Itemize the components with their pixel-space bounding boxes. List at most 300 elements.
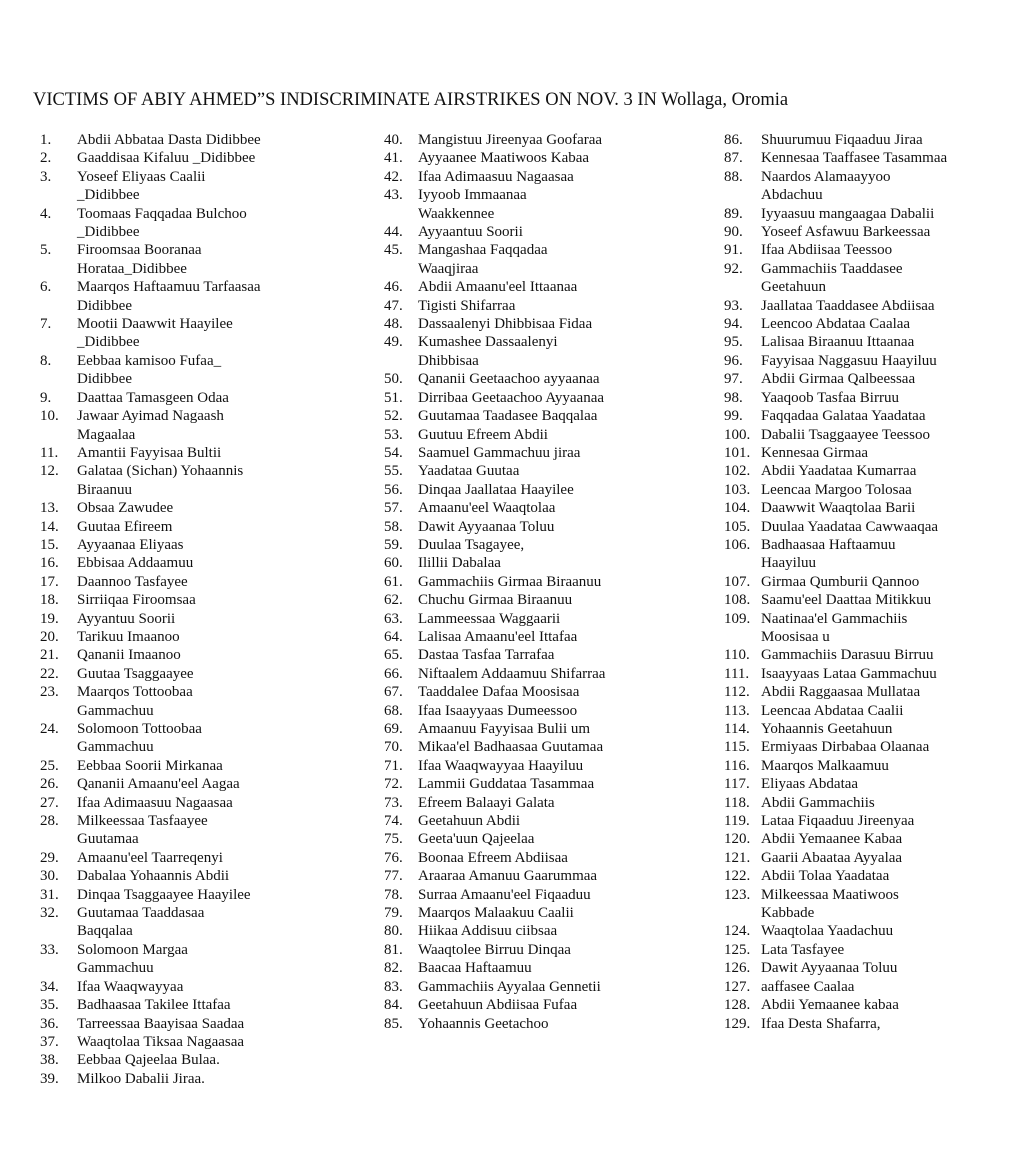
victim-name: Ilillii Dabalaa — [418, 555, 501, 572]
victim-name: Abdii Yemaanee kabaa — [761, 997, 899, 1014]
victim-name: Chuchu Girmaa Biraanuu — [418, 592, 573, 609]
list-item-number: 101. — [724, 444, 751, 461]
list-item — [40, 1070, 360, 1088]
list-item — [384, 886, 714, 904]
list-item — [40, 978, 360, 996]
list-item-number: 22. — [40, 665, 59, 682]
victim-name: Kumashee Dassaalenyi Dhibbisaa — [418, 334, 558, 369]
list-item-number: 53. — [384, 426, 403, 443]
victim-name: Yaadataa Guutaa — [418, 463, 520, 480]
list-item — [384, 462, 714, 480]
victim-name: Ayyaantuu Soorii — [418, 224, 523, 241]
victim-name: Baacaa Haftaamuu — [418, 960, 532, 977]
list-item-number: 2. — [40, 150, 52, 167]
list-item-number: 23. — [40, 684, 59, 701]
victim-name: Guutuu Efreem Abdii — [418, 426, 548, 443]
victim-name: Yaaqoob Tasfaa Birruu — [761, 389, 899, 406]
list-item-number: 44. — [384, 224, 403, 241]
victim-name: Girmaa Qumburii Qannoo — [761, 573, 920, 590]
victim-name: Yohaannis Geetachoo — [418, 1015, 549, 1032]
victim-name: Sirriiqaa Firoomsaa — [77, 592, 196, 609]
list-item-number: 123. — [724, 886, 751, 903]
list-item — [384, 554, 714, 572]
victim-name: Solomoon Tottoobaa Gammachuu — [77, 721, 202, 756]
list-item — [40, 996, 360, 1014]
list-item-number: 41. — [384, 150, 403, 167]
victim-name: Leencoo Abdataa Caalaa — [761, 316, 911, 333]
list-item-number: 79. — [384, 905, 403, 922]
list-item-number: 28. — [40, 813, 59, 830]
list-item-number: 58. — [384, 518, 403, 535]
list-item — [724, 867, 1024, 885]
victim-name: Ermiyaas Dirbabaa Olaanaa — [761, 739, 930, 756]
victim-name: Kennesaa Taaffasee Tasammaa — [761, 150, 948, 167]
list-item-number: 15. — [40, 536, 59, 553]
victim-name: Taaddalee Dafaa Moosisaa — [418, 684, 580, 701]
list-item — [384, 720, 714, 738]
victim-name: Lammeessaa Waggaarii — [418, 610, 561, 627]
list-item — [384, 1015, 714, 1033]
list-item — [40, 591, 360, 609]
victim-name: Saamu'eel Daattaa Mitikkuu — [761, 592, 932, 609]
list-item — [724, 389, 1024, 407]
list-item-number: 108. — [724, 592, 751, 609]
list-item-number: 63. — [384, 610, 403, 627]
list-item — [384, 959, 714, 977]
list-item — [384, 591, 714, 609]
list-item — [384, 665, 714, 683]
victim-name: Naardos Alamaayyoo Abdachuu — [761, 168, 891, 204]
list-item-number: 50. — [384, 371, 403, 388]
victim-name: Milkoo Dabalii Jiraa. — [77, 1070, 205, 1087]
list-item — [40, 628, 360, 646]
list-item — [724, 444, 1024, 462]
victim-name: Lataa Fiqaaduu Jireenyaa — [761, 813, 915, 830]
list-item — [40, 665, 360, 683]
list-item-number: 39. — [40, 1070, 59, 1087]
list-item-number: 85. — [384, 1015, 403, 1032]
list-item — [384, 996, 714, 1014]
list-item-number: 104. — [724, 500, 751, 517]
list-item-number: 43. — [384, 187, 403, 204]
list-item-number: 120. — [724, 831, 751, 848]
victim-name: Geetahuun Abdiisaa Fufaa — [418, 997, 578, 1014]
victim-name: Waaqtolaa Tiksaa Nagaasaa — [77, 1033, 245, 1050]
list-item-number: 46. — [384, 279, 403, 296]
list-item-number: 96. — [724, 352, 743, 369]
list-item — [724, 720, 1024, 738]
list-item-number: 102. — [724, 463, 751, 480]
list-item — [40, 812, 360, 849]
victim-name: Jaallataa Taaddasee Abdiisaa — [761, 297, 935, 314]
list-item — [724, 1015, 1024, 1033]
list-item-number: 75. — [384, 831, 403, 848]
list-item-number: 33. — [40, 941, 59, 958]
list-item — [724, 738, 1024, 756]
list-item-number: 47. — [384, 297, 403, 314]
victim-name: Waaqtolaa Yaadachuu — [761, 923, 894, 940]
victim-name: Lalisaa Amaanu'eel Ittafaa — [418, 628, 578, 645]
list-item — [40, 1015, 360, 1033]
victim-name: Abdii Amaanu'eel Ittaanaa — [418, 279, 578, 296]
list-item — [724, 426, 1024, 444]
list-item-number: 81. — [384, 941, 403, 958]
victim-name: Maarqos Malaakuu Caalii — [418, 905, 574, 922]
list-item — [724, 665, 1024, 683]
list-item — [724, 149, 1024, 167]
victim-name: Hiikaa Addisuu ciibsaa — [418, 923, 558, 940]
list-item — [40, 610, 360, 628]
list-item — [724, 168, 1024, 205]
list-item — [384, 628, 714, 646]
victim-name: Abdii Yaadataa Kumarraa — [761, 463, 917, 480]
list-item-number: 7. — [40, 316, 52, 333]
list-item-number: 3. — [40, 168, 52, 185]
victim-name: Ayyantuu Soorii — [77, 610, 176, 627]
list-item-number: 54. — [384, 444, 403, 461]
list-item — [724, 297, 1024, 315]
list-item-number: 67. — [384, 684, 403, 701]
victim-name: Obsaa Zawudee — [77, 500, 174, 517]
victim-name: Gammachiis Girmaa Biraanuu — [418, 573, 602, 590]
victim-name: Yoseef Asfawuu Barkeessaa — [761, 224, 931, 241]
list-item-number: 118. — [724, 794, 750, 811]
list-item — [384, 812, 714, 830]
list-item — [724, 315, 1024, 333]
list-item-number: 87. — [724, 150, 743, 167]
list-item — [384, 757, 714, 775]
victim-name: Guutamaa Taadasee Baqqalaa — [418, 408, 598, 425]
victim-name: Amaanu'eel Waaqtolaa — [418, 500, 556, 517]
list-item — [384, 297, 714, 315]
list-item — [384, 168, 714, 186]
victim-name: Guutaa Tsaggaayee — [77, 665, 194, 682]
victim-name: Iyyoob Immaanaa Waakkennee — [418, 187, 527, 222]
list-item-number: 16. — [40, 555, 59, 572]
list-item — [384, 536, 714, 554]
list-item — [40, 407, 360, 444]
victim-name: Saamuel Gammachuu jiraa — [418, 444, 581, 461]
list-item-number: 27. — [40, 794, 59, 811]
list-item — [40, 1051, 360, 1069]
list-item — [724, 775, 1024, 793]
list-item — [40, 149, 360, 167]
list-item — [40, 499, 360, 517]
list-item-number: 4. — [40, 205, 52, 222]
victim-name: Mangashaa Faqqadaa Waaqjiraa — [418, 242, 548, 277]
list-item-number: 57. — [384, 500, 403, 517]
list-item-number: 121. — [724, 849, 751, 866]
victim-name: Dawit Ayyaanaa Toluu — [418, 518, 555, 535]
list-item — [724, 518, 1024, 536]
list-item — [724, 223, 1024, 241]
list-item — [384, 223, 714, 241]
victim-name: Guutaa Efireem — [77, 518, 173, 535]
list-item — [724, 260, 1024, 297]
list-item-number: 45. — [384, 242, 403, 259]
victim-name: Ayyaanaa Eliyaas — [77, 536, 184, 553]
list-item-number: 82. — [384, 960, 403, 977]
list-item — [40, 444, 360, 462]
list-item-number: 32. — [40, 905, 59, 922]
list-item — [724, 131, 1024, 149]
list-item — [40, 315, 360, 352]
list-item — [724, 462, 1024, 480]
victim-name: Abdii Abbataa Dasta Didibbee — [77, 132, 261, 148]
list-item — [40, 1033, 360, 1051]
list-item-number: 29. — [40, 849, 59, 866]
list-item — [384, 683, 714, 701]
victim-name: Milkeessaa Tasfaayee Guutamaa — [77, 813, 208, 848]
list-item-number: 89. — [724, 205, 743, 222]
list-item-number: 66. — [384, 665, 403, 682]
list-item — [724, 370, 1024, 388]
list-item — [384, 241, 714, 278]
victim-name: Ifaa Adimaasuu Nagaasaa — [418, 168, 574, 185]
list-item — [724, 978, 1024, 996]
victim-name: Mangistuu Jireenyaa Goofaraa — [418, 132, 603, 148]
victim-name: Mikaa'el Badhaasaa Guutamaa — [418, 739, 604, 756]
list-item-number: 97. — [724, 371, 743, 388]
list-item-number: 76. — [384, 849, 403, 866]
list-item-number: 80. — [384, 923, 403, 940]
list-item — [384, 775, 714, 793]
victim-name: Eebbaa kamisoo Fufaa_ Didibbee — [77, 352, 222, 388]
list-item-number: 55. — [384, 463, 403, 480]
victim-name: Abdii Yemaanee Kabaa — [761, 831, 903, 848]
victim-name: aaffasee Caalaa — [761, 978, 855, 995]
list-item-number: 31. — [40, 886, 59, 903]
list-item — [40, 867, 360, 885]
victim-name: Tarikuu Imaanoo — [77, 628, 180, 645]
victim-name: Milkeessaa Maatiwoos Kabbade — [761, 886, 899, 922]
list-item — [384, 389, 714, 407]
list-item-number: 106. — [724, 536, 751, 553]
list-item-number: 34. — [40, 978, 59, 995]
list-item-number: 26. — [40, 776, 59, 793]
list-item — [724, 794, 1024, 812]
list-item-number: 119. — [724, 813, 750, 830]
list-item — [724, 407, 1024, 425]
list-item-number: 111. — [724, 665, 750, 682]
victim-name: Ifaa Abdiisaa Teessoo — [761, 242, 893, 259]
victim-name: Amantii Fayyisaa Bultii — [77, 444, 222, 461]
list-item — [40, 757, 360, 775]
victim-name: Jawaar Ayimad Nagaash Magaalaa — [77, 408, 224, 443]
victim-name: Geetahuun Abdii — [418, 813, 521, 830]
victim-name: Ifaa Isaayyaas Dumeessoo — [418, 702, 578, 719]
list-item-number: 72. — [384, 776, 403, 793]
victim-name: Maarqos Malkaamuu — [761, 757, 889, 774]
list-item — [40, 683, 360, 720]
victim-name: Duulaa Tsagayee, — [418, 536, 525, 553]
victim-name: Ifaa Desta Shafarra, — [761, 1015, 881, 1032]
victim-name: Galataa (Sichan) Yohaannis Biraanuu — [77, 463, 244, 498]
victim-name: Eebbaa Qajeelaa Bulaa. — [77, 1052, 220, 1069]
list-item-number: 112. — [724, 684, 750, 701]
list-item-number: 48. — [384, 316, 403, 333]
list-item — [384, 499, 714, 517]
victim-name: Firoomsaa Booranaa Horataa_Didibbee — [77, 242, 202, 277]
victim-name: Abdii Raggaasaa Mullataa — [761, 684, 921, 701]
list-item — [724, 757, 1024, 775]
list-item-number: 74. — [384, 813, 403, 830]
list-item-number: 17. — [40, 573, 59, 590]
list-item-number: 21. — [40, 647, 59, 664]
victim-name: Solomoon Margaa Gammachuu — [77, 941, 188, 977]
list-item-number: 36. — [40, 1015, 59, 1032]
list-item-number: 92. — [724, 260, 743, 277]
document-title: VICTIMS OF ABIY AHMED”S INDISCRIMINATE AIRSTRIKES ON NOV. 3 IN Wollaga, Oromia — [33, 90, 789, 110]
list-item-number: 51. — [384, 389, 403, 406]
victim-name: Ayyaanee Maatiwoos Kabaa — [418, 150, 590, 167]
list-item — [40, 536, 360, 554]
list-item-number: 1. — [40, 132, 52, 148]
list-item — [724, 886, 1024, 923]
list-item — [40, 389, 360, 407]
list-item-number: 124. — [724, 923, 751, 940]
list-item-number: 62. — [384, 592, 403, 609]
victim-name: Dassaalenyi Dhibbisaa Fidaa — [418, 316, 593, 333]
list-item — [724, 830, 1024, 848]
victim-name: Maarqos Haftaamuu Tarfaasaa Didibbee — [77, 279, 261, 314]
list-item-number: 113. — [724, 702, 750, 719]
victim-name: Faqqadaa Galataa Yaadataa — [761, 408, 926, 425]
victim-name: Lata Tasfayee — [761, 941, 845, 958]
list-item — [724, 996, 1024, 1014]
victim-name: Guutamaa Taaddasaa Baqqalaa — [77, 905, 205, 940]
list-item-number: 128. — [724, 997, 751, 1014]
list-item-number: 25. — [40, 757, 59, 774]
victim-name: Dinqaa Jaallataa Haayilee — [418, 481, 574, 498]
list-item — [724, 499, 1024, 517]
victim-name: Gaarii Abaataa Ayyalaa — [761, 849, 903, 866]
victim-name: Dabalii Tsaggaayee Teessoo — [761, 426, 930, 443]
list-item — [40, 775, 360, 793]
victim-name: Ifaa Adimaasuu Nagaasaa — [77, 794, 233, 811]
victim-name: Iyyaasuu mangaagaa Dabalii — [761, 205, 935, 222]
list-item-number: 56. — [384, 481, 403, 498]
list-item — [384, 131, 714, 149]
list-item-number: 71. — [384, 757, 403, 774]
list-item — [40, 205, 360, 242]
victim-name: Eliyaas Abdataa — [761, 776, 859, 793]
victim-name: Dinqaa Tsaggaayee Haayilee — [77, 886, 251, 903]
list-item-number: 14. — [40, 518, 59, 535]
list-item-number: 98. — [724, 389, 743, 406]
victim-name: Dastaa Tasfaa Tarrafaa — [418, 647, 555, 664]
list-item-number: 73. — [384, 794, 403, 811]
victim-name: Naatinaa'el Gammachiis Moosisaa u — [761, 610, 908, 645]
victim-name: Gammachiis Ayyalaa Gennetii — [418, 978, 601, 995]
victim-name: Shuurumuu Fiqaaduu Jiraa — [761, 132, 923, 148]
victim-name: Badhaasaa Takilee Ittafaa — [77, 997, 231, 1014]
list-item — [40, 131, 360, 149]
list-item-number: 65. — [384, 647, 403, 664]
list-item — [724, 922, 1024, 940]
victim-name: Waaqtolee Birruu Dinqaa — [418, 941, 571, 958]
list-item — [40, 352, 360, 389]
list-item-number: 68. — [384, 702, 403, 719]
list-item-number: 42. — [384, 168, 403, 185]
victim-name: Daattaa Tamasgeen Odaa — [77, 389, 229, 406]
list-item-number: 38. — [40, 1052, 59, 1069]
list-item-number: 70. — [384, 739, 403, 756]
victim-name: Leencaa Margoo Tolosaa — [761, 481, 912, 498]
list-item — [724, 849, 1024, 867]
list-item — [40, 573, 360, 591]
list-item-number: 95. — [724, 334, 743, 351]
victim-name: Gaaddisaa Kifaluu _Didibbee — [77, 150, 256, 167]
victim-name: Dirribaa Geetaachoo Ayyaanaa — [418, 389, 605, 406]
list-item-number: 6. — [40, 279, 52, 296]
list-item — [40, 886, 360, 904]
victim-name: Toomaas Faqqadaa Bulchoo _Didibbee — [77, 205, 247, 241]
list-item-number: 5. — [40, 242, 52, 259]
list-item — [724, 333, 1024, 351]
victim-name: Surraa Amaanu'eel Fiqaaduu — [418, 886, 591, 903]
list-item — [724, 941, 1024, 959]
list-item-number: 103. — [724, 481, 751, 498]
list-item-number: 49. — [384, 334, 403, 351]
list-item — [384, 867, 714, 885]
list-item-number: 129. — [724, 1015, 751, 1032]
list-item-number: 86. — [724, 132, 743, 148]
list-item — [384, 444, 714, 462]
list-item — [384, 794, 714, 812]
victim-name: Abdii Gammachiis — [761, 794, 875, 811]
list-item-number: 107. — [724, 573, 751, 590]
list-item-number: 127. — [724, 978, 751, 995]
victim-name: Amaanuu Fayyisaa Bulii um — [418, 721, 591, 737]
list-item-number: 114. — [724, 721, 750, 737]
list-item-number: 83. — [384, 978, 403, 995]
list-item-number: 126. — [724, 960, 751, 977]
list-item-number: 30. — [40, 868, 59, 885]
list-item — [384, 518, 714, 536]
list-item-number: 60. — [384, 555, 403, 572]
list-item — [724, 352, 1024, 370]
list-item-number: 93. — [724, 297, 743, 314]
list-item — [384, 849, 714, 867]
list-item — [724, 610, 1024, 647]
list-item — [724, 702, 1024, 720]
victim-name: Kennesaa Girmaa — [761, 444, 869, 461]
list-item — [384, 315, 714, 333]
list-item — [724, 241, 1024, 259]
victim-name: Qananii Geetaachoo ayyaanaa — [418, 371, 600, 388]
victim-name: Duulaa Yaadataa Cawwaaqaa — [761, 518, 939, 535]
list-item — [40, 794, 360, 812]
list-item — [384, 830, 714, 848]
list-item-number: 64. — [384, 628, 403, 645]
list-item-number: 105. — [724, 518, 751, 535]
victim-name: Niftaalem Addaamuu Shifarraa — [418, 665, 606, 682]
victim-name: Eebbaa Soorii Mirkanaa — [77, 757, 223, 774]
list-item-number: 11. — [40, 444, 59, 461]
list-item — [724, 481, 1024, 499]
list-item-number: 122. — [724, 868, 751, 885]
victim-list-column-3 — [724, 131, 1024, 1033]
list-item — [384, 186, 714, 223]
victim-name: Ifaa Waaqwayyaa Haayiluu — [418, 757, 584, 774]
list-item-number: 69. — [384, 721, 403, 737]
list-item-number: 12. — [40, 463, 59, 480]
victim-name: Badhaasaa Haftaamuu Haayiluu — [761, 536, 896, 572]
list-item — [384, 738, 714, 756]
victim-name: Ebbisaa Addaamuu — [77, 555, 194, 572]
victim-name: Tigisti Shifarraa — [418, 297, 516, 314]
